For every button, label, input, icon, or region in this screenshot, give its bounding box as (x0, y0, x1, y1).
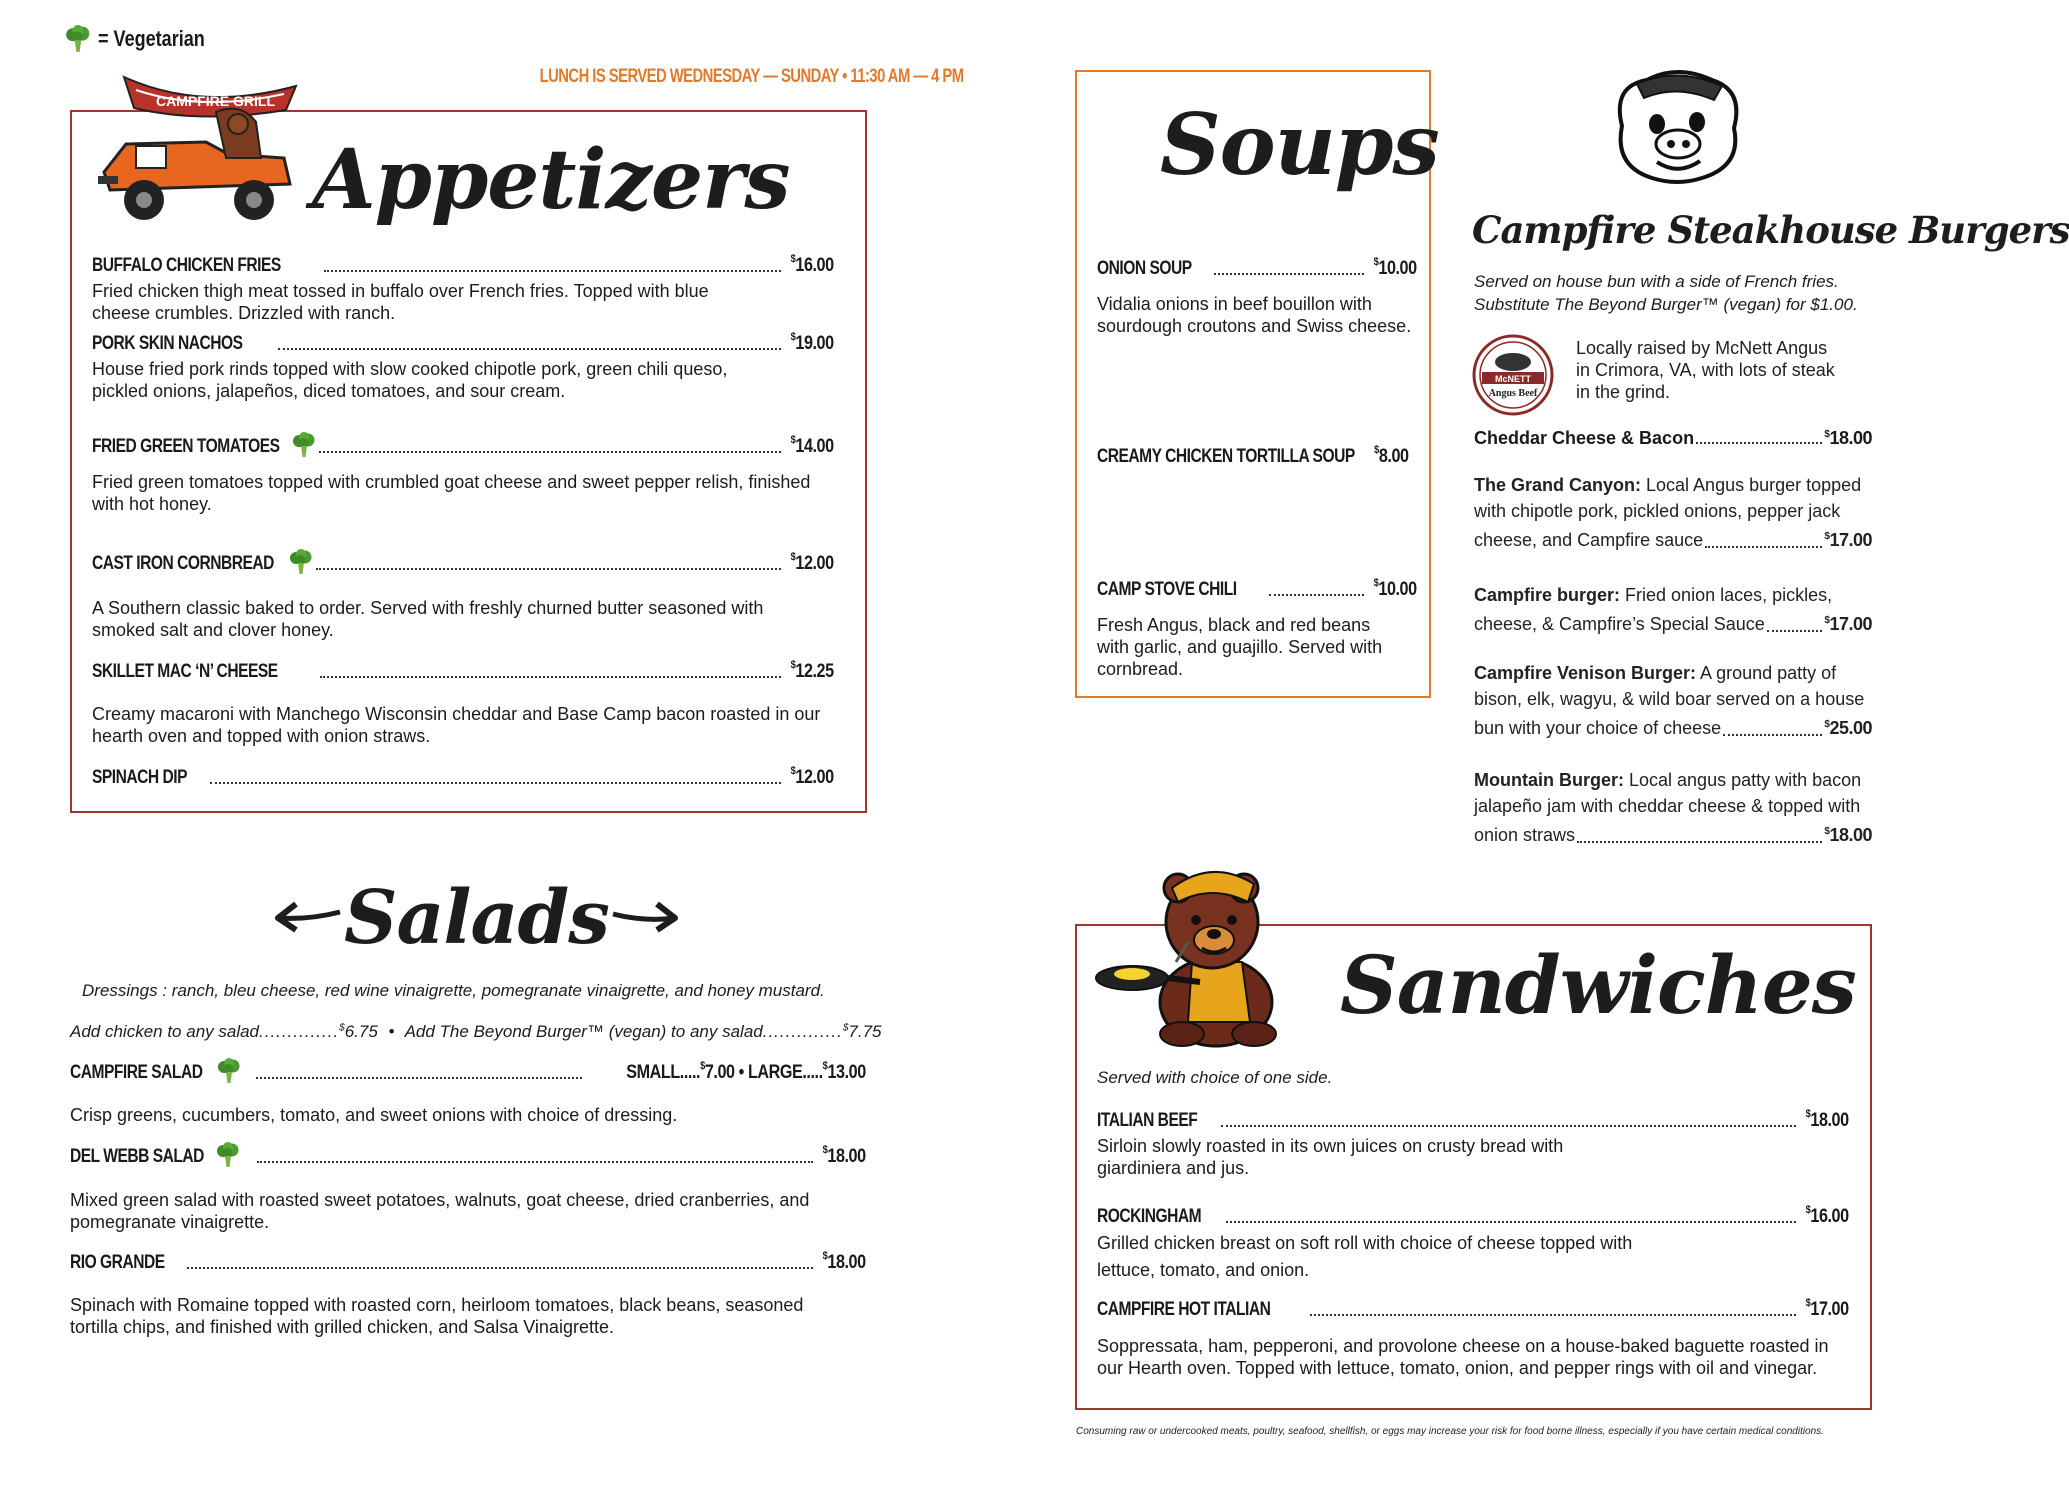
item-description: Grilled chicken breast on soft roll with choice of cheese topped with lettuce, tomato, and onion. (1097, 1233, 1633, 1280)
mcnett-angus-beef-logo (1472, 334, 1554, 416)
item-price: $18.00 (1824, 428, 1872, 448)
menu-item-italian-beef (1097, 1110, 1849, 1132)
item-name: CREAMY CHICKEN TORTILLA SOUP (1097, 446, 1355, 467)
leader-dots (324, 270, 781, 272)
broccoli-icon (288, 549, 314, 575)
item-price: $14.00 (790, 434, 834, 457)
item-price: $18.00 (822, 1144, 866, 1167)
item-price: SMALL.....$7.00 • LARGE.....$13.00 (626, 1060, 866, 1083)
burger-campfire-venison-burger: Campfire Venison Burger: A ground patty of bison, elk, wagyu, & wild boar served on a house bun with your choice of cheese $25.00 (1474, 663, 1872, 738)
item-price: $12.25 (790, 659, 834, 682)
svg-text:CAMPFIRE GRILL: CAMPFIRE GRILL (156, 93, 275, 109)
leader-dots (1214, 273, 1364, 275)
menu-item-buffalo-chicken-fries (92, 255, 834, 277)
item-price: $17.00 (1805, 1297, 1849, 1320)
leader-dots (278, 348, 782, 350)
burger-mountain-burger: Mountain Burger: Local angus patty with bacon jalapeño jam with cheddar cheese & topped with onion straws $18.00 (1474, 770, 1872, 845)
sandwiches-note: Served with choice of one side. (1097, 1068, 1333, 1087)
broccoli-icon (215, 1142, 241, 1168)
menu-item-fried-green-tomatoes (92, 436, 834, 458)
item-price: $10.00 (1373, 577, 1417, 600)
arrow-right-icon (609, 898, 679, 938)
item-description: Sirloin slowly roasted in its own juices on crusty bread with giardiniera and jus. (1097, 1136, 1564, 1178)
appetizers-title: Appetizers (312, 132, 790, 228)
leader-dots (320, 676, 781, 678)
leader-dots (319, 451, 782, 453)
leader-dots (257, 1161, 813, 1163)
salads-heading (274, 875, 664, 961)
broccoli-icon (216, 1058, 242, 1084)
menu-item-pork-skin-nachos (92, 333, 834, 355)
pig-mascot-illustration (1602, 66, 1752, 186)
item-name: SPINACH DIP (92, 767, 188, 788)
leader-dots (1226, 1221, 1796, 1223)
campfire-grill-logo (96, 72, 306, 232)
item-description: A Southern classic baked to order. Served with freshly churned butter seasoned with smoked salt and clover honey. (92, 598, 764, 640)
leader-dots (187, 1267, 813, 1269)
arrow-left-icon (274, 898, 344, 938)
bear-mascot-illustration (1092, 862, 1292, 1050)
salad-addons: Add chicken to any salad..............$6.75 • Add The Beyond Burger™ (vegan) to any salad..............$7.75 (70, 1022, 882, 1041)
leader-dots (1310, 1314, 1796, 1316)
item-name: BUFFALO CHICKEN FRIES (92, 255, 281, 276)
menu-item-onion-soup (1097, 258, 1417, 280)
item-price: $16.00 (1805, 1204, 1849, 1227)
vegetarian-legend (64, 25, 228, 53)
menu-item-rockingham (1097, 1206, 1849, 1228)
sandwiches-title: Sandwiches (1340, 938, 1856, 1032)
item-price: $16.00 (790, 253, 834, 276)
menu-item-spinach-dip (92, 767, 834, 789)
leader-dots (1221, 1125, 1796, 1127)
salads-title: Salads (344, 875, 609, 961)
item-name: PORK SKIN NACHOS (92, 333, 243, 354)
item-name: CAMP STOVE CHILI (1097, 579, 1237, 600)
leader-dots (1269, 594, 1364, 596)
item-name: RIO GRANDE (70, 1252, 165, 1273)
item-description: Soppressata, ham, pepperoni, and provolone cheese on a house-baked baguette roasted in our Hearth oven. Topped with lettuce, tomato, onion, and pepper rings with oil and vinegar. (1097, 1336, 1829, 1378)
item-name: CAMPFIRE HOT ITALIAN (1097, 1299, 1271, 1320)
menu-item-campfire-hot-italian (1097, 1299, 1849, 1321)
item-price: $12.00 (790, 551, 834, 574)
item-name: ROCKINGHAM (1097, 1206, 1202, 1227)
broccoli-icon (64, 25, 92, 53)
menu-item-skillet-mac-n-cheese (92, 661, 834, 683)
item-price: $18.00 (822, 1250, 866, 1273)
burger-cheddar-cheese-bacon: Cheddar Cheese & Bacon $18.00 (1474, 428, 1872, 448)
item-description: Vidalia onions in beef bouillon with sourdough croutons and Swiss cheese. (1097, 294, 1412, 336)
item-description: Spinach with Romaine topped with roasted corn, heirloom tomatoes, black beans, seasoned tortilla chips, and finished with grilled chicken, and Salsa Vinaigrette. (70, 1295, 804, 1337)
item-description: Fried chicken thigh meat tossed in buffalo over French fries. Topped with blue cheese crumbles. Drizzled with ranch. (92, 281, 709, 323)
item-name: ONION SOUP (1097, 258, 1192, 279)
leader-dots (210, 782, 781, 784)
soups-title: Soups (1160, 95, 1439, 194)
item-price: $12.00 (790, 765, 834, 788)
item-description: Fried green tomatoes topped with crumbled goat cheese and sweet pepper relish, finished with hot honey. (92, 472, 811, 514)
item-description: Fresh Angus, black and red beans with garlic, and guajillo. Served with cornbread. (1097, 615, 1383, 679)
item-description: Crisp greens, cucumbers, tomato, and sweet onions with choice of dressing. (70, 1105, 678, 1125)
item-description: House fried pork rinds topped with slow cooked chipotle pork, green chili queso, pickled onions, jalapeños, diced tomatoes, and sour cream. (92, 359, 728, 401)
item-name: CAMPFIRE SALAD (70, 1062, 203, 1083)
menu-item-del-webb-salad (70, 1146, 866, 1168)
food-safety-disclaimer: Consuming raw or undercooked meats, poultry, seafood, shellfish, or eggs may increase your risk for food borne illness, especially if you have certain medical conditions. (1076, 1426, 1824, 1437)
lunch-banner: LUNCH IS SERVED WEDNESDAY — SUNDAY • 11:30 AM — 4 PM (539, 66, 964, 87)
menu-item-rio-grande (70, 1252, 866, 1274)
item-name: ITALIAN BEEF (1097, 1110, 1198, 1131)
menu-item-cast-iron-cornbread (92, 553, 834, 575)
item-description: Creamy macaroni with Manchego Wisconsin cheddar and Base Camp bacon roasted in our hearth oven and topped with onion straws. (92, 704, 821, 746)
menu-item-campfire-salad (70, 1062, 866, 1084)
menu-item-creamy-chicken-tortilla-soup (1097, 446, 1407, 468)
item-price: $19.00 (790, 331, 834, 354)
item-name: SKILLET MAC ‘N’ CHEESE (92, 661, 278, 682)
burger-campfire-burger: Campfire burger: Fried onion laces, pickles, cheese, & Campfire’s Special Sauce $17.00 (1474, 585, 1872, 634)
item-name: CAST IRON CORNBREAD (92, 553, 274, 574)
salad-dressings: Dressings : ranch, bleu cheese, red wine vinaigrette, pomegranate vinaigrette, and honey mustard. (82, 981, 825, 1000)
item-price: $8.00 (1374, 444, 1409, 467)
burgers-title: Campfire Steakhouse Burgers (1472, 208, 2069, 252)
burgers-subtitle: Served on house bun with a side of French fries. Substitute The Beyond Burger™ (vegan) for $1.00. (1474, 272, 1858, 314)
item-description: Mixed green salad with roasted sweet potatoes, walnuts, goat cheese, dried cranberries, and pomegranate vinaigrette. (70, 1190, 810, 1232)
item-price: $10.00 (1373, 256, 1417, 279)
leader-dots (256, 1077, 583, 1079)
item-name: FRIED GREEN TOMATOES (92, 436, 280, 457)
menu-item-camp-stove-chili (1097, 579, 1417, 601)
leader-dots (1696, 442, 1822, 444)
item-price: $18.00 (1805, 1108, 1849, 1131)
burger-the-grand-canyon: The Grand Canyon: Local Angus burger topped with chipotle pork, pickled onions, pepper jack cheese, and Campfire sauce $17.00 (1474, 475, 1872, 550)
leader-dots (316, 568, 781, 570)
svg-text:Angus Beef: Angus Beef (1488, 388, 1538, 399)
item-name: DEL WEBB SALAD (70, 1146, 204, 1167)
mcnett-note: Locally raised by McNett Angus in Crimora, VA, with lots of steak in the grind. (1576, 338, 1835, 402)
legend-label: = Vegetarian (98, 26, 205, 51)
broccoli-icon (291, 432, 317, 458)
svg-text:McNETT: McNETT (1495, 374, 1531, 384)
